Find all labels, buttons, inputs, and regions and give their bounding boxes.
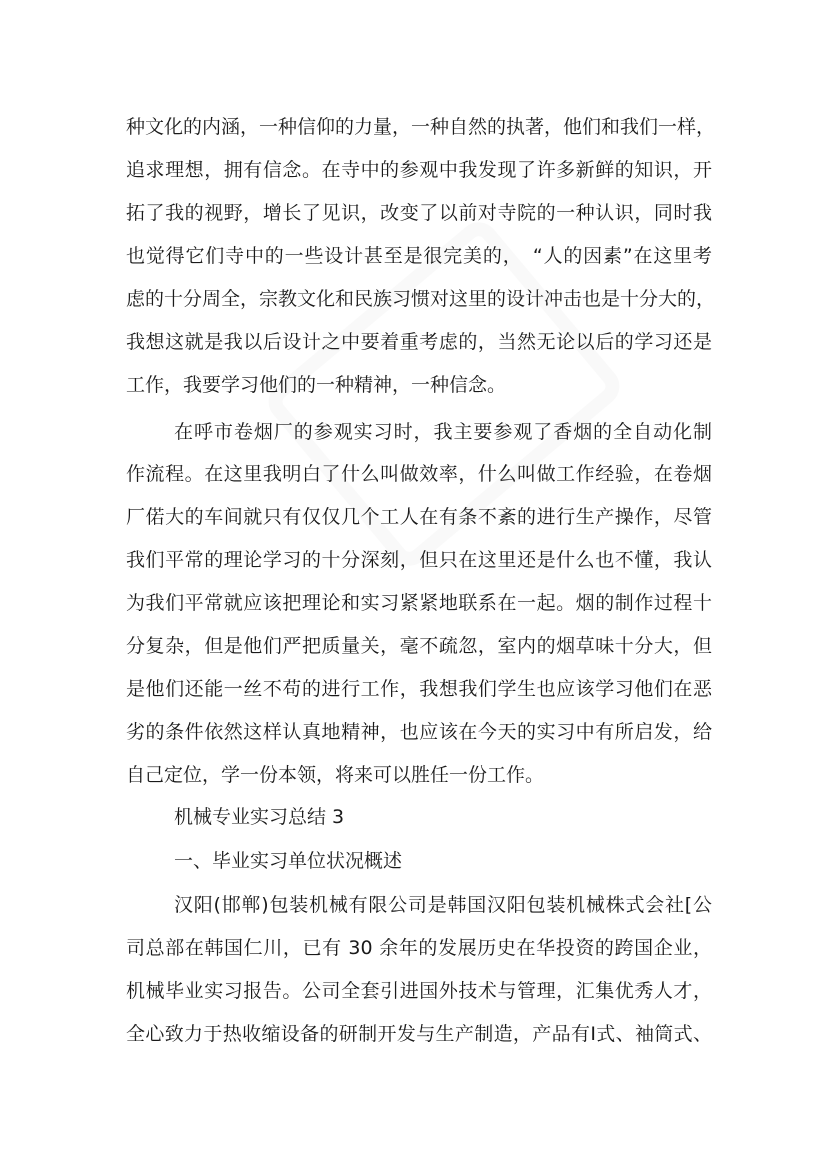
text-line: 我想这就是我以后设计之中要着重考虑的，当然无论以后的学习还是	[126, 331, 712, 353]
text-line: 作流程。在这里我明白了什么叫做效率，什么叫做工作经验，在卷烟	[126, 463, 712, 485]
text-line: 拓了我的视野，增长了见识，改变了以前对寺院的一种认识，同时我	[126, 202, 712, 224]
text-line: 追求理想，拥有信念。在寺中的参观中我发现了许多新鲜的知识，开	[126, 159, 712, 181]
text-line: 一、毕业实习单位状况概述	[174, 850, 403, 872]
text-line: 劣的条件依然这样认真地精神，也应该在今天的实习中有所启发，给	[126, 721, 712, 743]
text-line: 自己定位，学一份本领，将来可以胜任一份工作。	[126, 764, 545, 786]
text-line: 工作，我要学习他们的一种精神，一种信念。	[126, 374, 507, 396]
text-line: 我们平常的理论学习的十分深刻，但只在这里还是什么也不懂，我认	[126, 549, 712, 571]
text-line: 汉阳(邯郸)包装机械有限公司是韩国汉阳包装机械株式会社[公	[174, 894, 712, 916]
text-line: 也觉得它们寺中的一些设计甚至是很完美的， “人的因素”在这里考	[126, 245, 712, 267]
text-line: 在呼市卷烟厂的参观实习时，我主要参观了香烟的全自动化制	[174, 421, 712, 443]
text-line: 是他们还能一丝不苟的进行工作，我想我们学生也应该学习他们在恶	[126, 678, 712, 700]
text-line: 全心致力于热收缩设备的研制开发与生产制造，产品有Ⅰ式、袖筒式、	[126, 1023, 712, 1045]
text-line: 机械专业实习总结 3	[174, 806, 345, 828]
text-line: 机械毕业实习报告。公司全套引进国外技术与管理，汇集优秀人才，	[126, 980, 712, 1002]
text-line: 虑的十分周全，宗教文化和民族习惯对这里的设计冲击也是十分大的，	[126, 288, 716, 310]
text-line: 司总部在韩国仁川，已有 30 余年的发展历史在华投资的跨国企业，	[126, 937, 712, 959]
text-line: 分复杂，但是他们严把质量关，毫不疏忽，室内的烟草味十分大，但	[126, 635, 712, 657]
text-line: 为我们平常就应该把理论和实习紧紧地联系在一起。烟的制作过程十	[126, 592, 712, 614]
text-line: 种文化的内涵，一种信仰的力量，一种自然的执著，他们和我们一样，	[126, 116, 716, 138]
text-line: 厂偌大的车间就只有仅仅几个工人在有条不紊的进行生产操作，尽管	[126, 506, 712, 528]
